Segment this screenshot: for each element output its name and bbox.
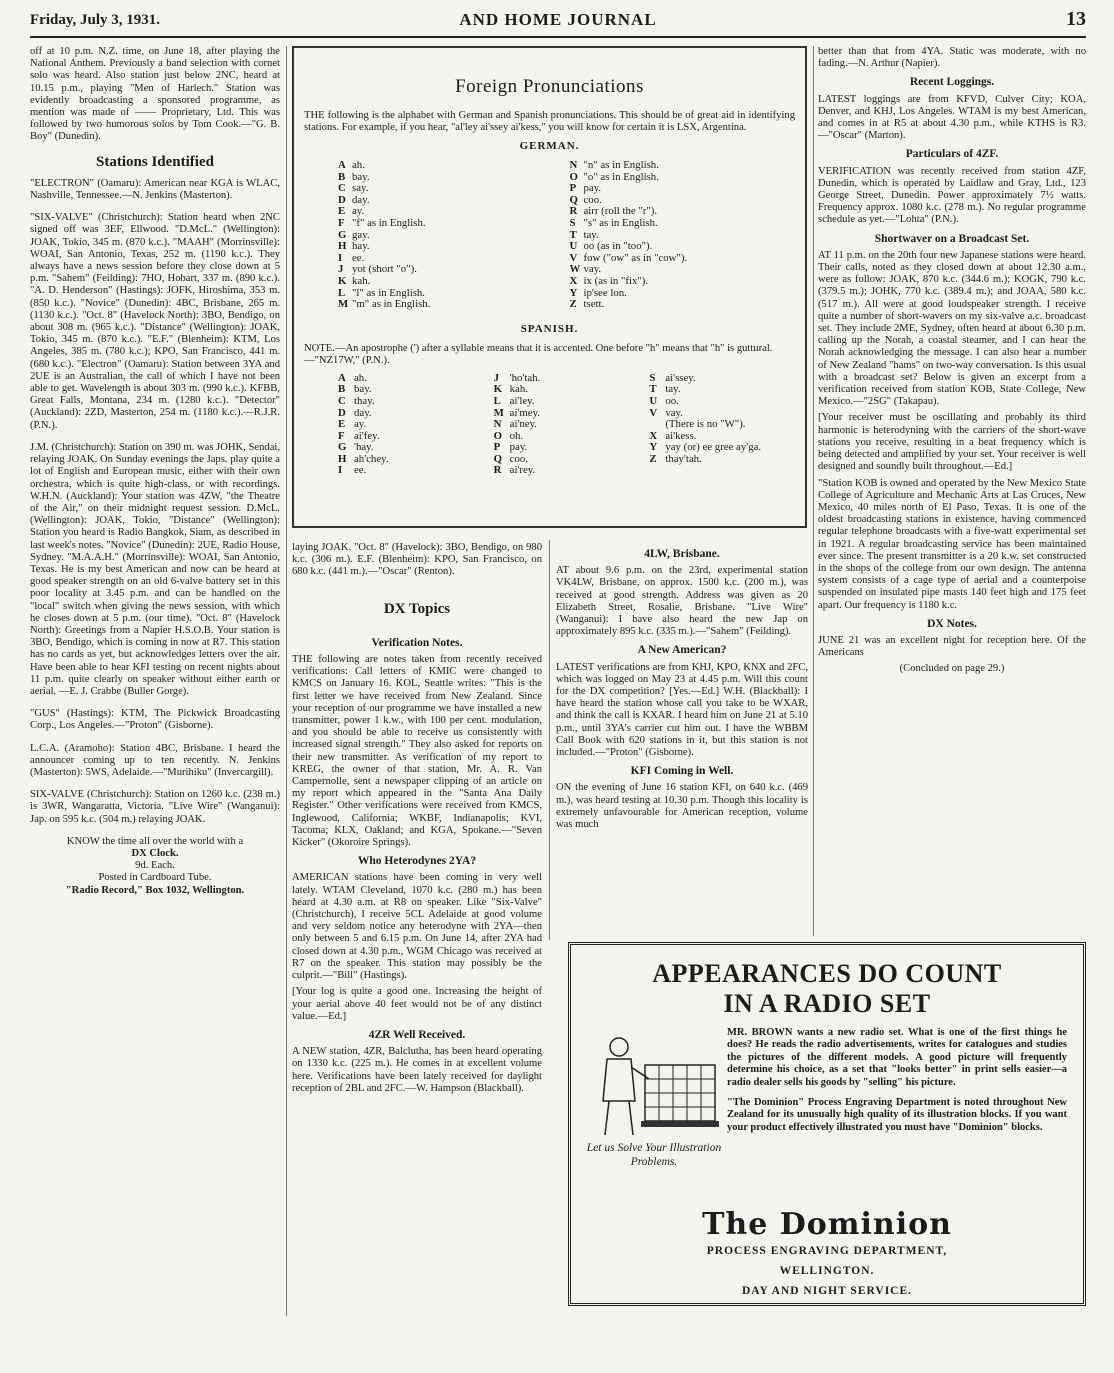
letter: B — [338, 383, 346, 396]
pronunciation: pay. — [509, 441, 528, 454]
german-row — [338, 160, 550, 172]
article-paragraph: ON the evening of June 16 station KFI, on 640 k.c. (469 m.), was heard testing at 10.30 p.m. Though this locality is extremely unfavourable for American reception, volume was much — [556, 782, 808, 831]
letter: T — [569, 228, 577, 241]
section-heading: Stations Identified — [96, 153, 214, 170]
pronunciation: ai'rey. — [509, 464, 536, 477]
spanish-row — [338, 396, 484, 408]
header-date: Friday, July 3, 1931. — [30, 12, 161, 28]
ad-department — [571, 1241, 1083, 1301]
letter: N — [493, 418, 502, 431]
ad-body — [727, 1027, 1067, 1134]
pronunciation: ai'mey. — [509, 406, 540, 419]
letter: H — [338, 452, 347, 465]
article-paragraph: JUNE 21 was an excellent night for reception here. Of the Americans — [818, 634, 1086, 659]
subheading: Who Heterodynes 2YA? — [357, 855, 477, 868]
subheading: A New American? — [637, 644, 727, 657]
letter: A — [338, 159, 346, 171]
pronunciation: vay. — [583, 263, 602, 276]
pronunciation: day. — [352, 193, 370, 206]
letter: K — [338, 274, 347, 287]
letter: R — [493, 464, 502, 477]
letter: E — [338, 418, 346, 431]
pronunciation: ah'chey. — [354, 452, 389, 465]
article-paragraph: better than that from 4YA. Static was moderate, with no fading.—N. Arthur (Napier). — [818, 46, 1086, 70]
letter: Q — [493, 452, 503, 465]
pronunciation: thay. — [354, 394, 375, 407]
article-paragraph: "GUS" (Hastings): KTM, The Pickwick Broadcasting Corp., Los Angeles.—"Proton" (Gisborne). — [30, 708, 280, 732]
pronunciation: kah. — [509, 383, 528, 396]
pronunciation: thay'tah. — [665, 452, 702, 465]
letter: F — [338, 216, 345, 229]
subheading: DX Notes. — [927, 617, 977, 630]
pronunciation: "l" as in English. — [352, 286, 425, 299]
letter: P — [493, 441, 501, 454]
pronunciation: oh. — [509, 429, 524, 442]
letter: U — [569, 240, 578, 253]
german-row — [570, 241, 782, 253]
german-row — [570, 253, 782, 265]
pronunciation: "n" as in English. — [583, 159, 659, 171]
article-paragraph: AT about 9.6 p.m. on the 23rd, experimental station VK4LW, Brisbane, on approx. 1500 k.c. (200 m.), was received at good strength. Address was given as 20 Elizabeth Street, Rosalie, Brisbane. "Live Wire" (Wanganui): I have also heard the new Jap on approximately 895 k.c. (335 m.).—"Sahem" (Feilding). — [556, 565, 808, 638]
article-paragraph: J.M. (Christchurch): Station on 390 m. was JOHK, Sendai, relaying JOAK. On Sunday evenings the Japs. play quite a lot of English and European music, either with their own orchestra, which is quite high-class, or with recordings. W.H.N. (Auckland): Your station was 4ZW, "the Theatre of the Air," on their midnight request session. D.McL. (Wellington): JOAK, Tokio, "Distance" (Wellington): Station you heard is Radio Bangkok, Siam, as described in last week's notes. "Novice" (Dunedin): 2UE, Radio House, Sydney. "M.A.A.H." (Morrinsville): WOAI, San Antonio, Texas. He is my best American and now can be heard at good speaker strength on an old 6-valve battery set in this poor locality at 3.45 p.m. and can be handled on the "local" switch when giving the news session, with which he closes down at 5 p.m. (our time). "Oct. 8" (Havelock North): Greetings from a Napier H.S.O.B. Your station is 3BO, Bendigo, which is coming in now at R7. This station has no cards as yet, but acknowledges letters over the air. Have been able to hear KFI testing on recent nights about 11 p.m. quite clearly on speaker without either earth or aerial. —E. J. Crabbe (Buller Gorge). — [30, 441, 280, 697]
section-heading: DX Topics — [383, 600, 451, 617]
article-paragraph: AT 11 p.m. on the 20th four new Japanese stations were heard. Their calls, noted as they closed down at about 12.30 a.m., were as follow: JOAK, 870 k.c. (344.6 m.); KOGK, 790 k.c. (379.5 m.); JOHK, 770 k.c. (389.4 m.); and JOAA, 580 k.c. (517 m.). All were at good loudspeaker strength. I receive quite a number of short-wavers on my six-valve a.c. broadcast set. They include 2ME, Sydney, often heard at about 6.30 p.m. calling up the Norah, a coastal steamer, and I can hear the Norah acknowledging the message. I can also hear a number of New Zealand "hams" on two-way conversation. Is this usual with a broadcast set? Below is given an excerpt from a verification received from station KOB, State College, New Mexico.—"2SG" (Takapau). — [818, 249, 1086, 408]
pronunciation: day. — [354, 406, 372, 419]
pronunciation: airr (roll the "r"). — [583, 205, 658, 218]
advert-line: DX Clock. — [131, 847, 179, 859]
letter: C — [338, 182, 346, 195]
pronunciation: (There is no "W"). — [665, 418, 746, 431]
advert-line: "Radio Record," Box 1032, Wellington. — [65, 884, 245, 896]
article-paragraph: off at 10 p.m. N.Z. time, on June 18, after playing the National Anthem. Previously a band selection with cornet solo was heard. Also station just below 2NC, heard at 10.15 p.m., playing "Men of Harlech." Station was evidently broadcasting a sponsored programme, as mention was made of —— Proprietary, Ltd. This was followed by two humorous solos by Tom Cook.—"G. B. Boy" (Dunedin). — [30, 46, 280, 143]
german-row — [570, 299, 782, 311]
pronunciation: coo. — [583, 193, 602, 206]
pronunciation: 'ho'tah. — [509, 371, 541, 384]
pronunciation: say. — [352, 182, 369, 195]
spanish-heading: SPANISH. — [520, 322, 579, 335]
pronunciation: fow ("ow" as in "cow"). — [583, 251, 688, 264]
letter: E — [338, 205, 346, 218]
german-row — [338, 172, 550, 184]
column-2 — [292, 542, 542, 1099]
letter: O — [493, 429, 503, 442]
quoted-paragraph: "Station KOB is owned and operated by the New Mexico State College of Agriculture and Mechanic Arts at Las Cruces, New Mexico, 40 miles north of El Paso, Texas. It is one of the oldest broadcasting stations in existence, having commenced regular telephone broadcasts with a five-watt experimental set in 1921. A regular broadcasting service has been maintained ever since. The present transmitter is a 20 k.w. set constructed in the shops of the college from our own design. The antenna system consists of a cage type of aerial and a counterpoise suspended on insulated pipe masts 140 feet high and 175 feet apart. Our frequency is 1180 k.c. — [818, 477, 1086, 611]
spanish-row — [494, 419, 640, 431]
subheading: Recent Loggings. — [909, 76, 995, 89]
letter: L — [493, 394, 501, 407]
letter: G — [338, 441, 347, 454]
pronunciation: pay. — [583, 182, 602, 195]
spanish-column-3 — [649, 373, 795, 477]
column-4 — [818, 46, 1086, 680]
letter: M — [493, 406, 504, 419]
article-paragraph: A NEW station, 4ZR, Balclutha, has been heard operating on 1330 k.c. (225 m.). He comes in at excellent volume here. Verifications have been lately received for daylight reception of 2BL and 2FC.—W. Hampson (Blackball). — [292, 1046, 542, 1094]
pronunciations-box — [292, 46, 807, 528]
german-row — [570, 172, 782, 184]
letter: J — [493, 371, 500, 384]
letter: X — [649, 429, 658, 442]
letter: R — [569, 205, 578, 218]
letter: V — [569, 251, 578, 264]
letter: M — [338, 298, 349, 311]
spanish-row — [649, 454, 795, 466]
pronunciation: ah. — [352, 159, 365, 171]
pronunciation: ai'kess. — [665, 429, 697, 442]
box-title: Foreign Pronunciations — [455, 76, 644, 97]
pronunciation: kah. — [352, 274, 371, 287]
german-row — [338, 183, 550, 195]
pronunciation: oo. — [665, 394, 679, 407]
column-divider — [549, 540, 550, 940]
german-heading: GERMAN. — [519, 140, 580, 152]
spanish-note: NOTE.—An apostrophe (') after a syllable means that it is accented. One before "h" means that "h" is guttural.—"NZ17W," (P.N.). — [304, 342, 773, 366]
letter: X — [569, 274, 578, 287]
pronunciation: "o" as in English. — [583, 170, 659, 183]
dx-clock-advert — [30, 836, 280, 897]
subheading: KFI Coming in Well. — [630, 765, 734, 778]
spanish-column-1 — [338, 373, 484, 477]
letter: D — [338, 193, 346, 206]
letter: H — [338, 240, 347, 253]
pronunciation: hay. — [352, 240, 370, 253]
editor-note: [Your receiver must be oscillating and probably its third harmonic is heterodyning with the carriers of the short-wave stations you receive, resulting in a beat frequency which is being detected and amplified by your set. Your receiver is well designed and soundly built throughout.—Ed.] — [818, 412, 1086, 473]
article-paragraph: AMERICAN stations have been coming in very well lately. WTAM Cleveland, 1070 k.c. (280 m.) has been heard at 4.30 a.m. at R8 on speaker. Like "Six-Valve" (Christchurch), I receive 5CL Adelaide at good volume and very seldom notice any heterodyne with 2YA—then only between 5 and 6.15 p.m. On June 14, after 2YA had closed down at 4.30 p.m., WGM Chicago was received at R7 on the speaker. This station may possibly be the culprit.—"Bill" (Hastings). — [292, 872, 542, 982]
ad-tagline: Let us Solve Your Illustration Problems. — [586, 1142, 722, 1168]
article-paragraph: "ELECTRON" (Oamaru): American near KGA is WLAC, Nashville, Tennessee.—N. Jenkins (Masterton). — [30, 177, 280, 202]
column-divider — [286, 46, 287, 1316]
letter: D — [338, 406, 346, 419]
letter: I — [338, 251, 343, 264]
ad-paragraph: MR. BROWN wants a new radio set. What is one of the first things he does? He reads the radio advertisements, writes for catalogues and studies the pictures of the different models. A good picture will frequently determine his choice, as a set that "looks better" in print sells easier—a radio dealer sells his goods by "selling" his picture. — [727, 1027, 1067, 1088]
subheading: Verification Notes. — [371, 636, 463, 649]
pronunciation: oo (as in "too"). — [583, 240, 653, 253]
pronunciation: tay. — [583, 228, 599, 241]
spanish-row — [338, 465, 484, 477]
pronunciation: ai'fey. — [354, 429, 380, 442]
letter: W — [569, 263, 581, 276]
letter: Z — [649, 452, 657, 465]
letter: F — [338, 429, 345, 442]
pronunciation: coo. — [509, 452, 528, 465]
pronunciation: yot (short "o"). — [352, 263, 417, 276]
column-3 — [556, 542, 808, 835]
ad-dept-line: DAY AND NIGHT SERVICE. — [741, 1285, 913, 1297]
spanish-column-2 — [494, 373, 640, 477]
box-intro: THE following is the alphabet with German and Spanish pronunciations. This should be of great aid in identifying stations. For example, if you hear, "al'ley ai'ssey ai'kess," you will know for certain it is LSX, Argentina. — [304, 110, 795, 133]
letter: Q — [569, 193, 578, 206]
editor-note: [Your log is quite a good one. Increasing the height of your aerial above 40 feet would not be of any distinct value.—Ed.] — [292, 986, 542, 1022]
pronunciation: "m" as in English. — [352, 298, 431, 311]
german-row — [338, 195, 550, 207]
letter: O — [569, 170, 578, 183]
article-paragraph: LATEST loggings are from KFVD, Culver City; KOA, Denver, and KHJ, Los Angeles. WTAM is my best American, and comes in at R5 at about 4.30 p.m., while KTHS is R3.—"Oscar" (Marton). — [818, 93, 1086, 142]
pronunciation: tay. — [665, 383, 681, 396]
pronunciation: "f" as in English. — [352, 216, 426, 229]
german-column-left — [338, 160, 550, 311]
letter: Y — [569, 286, 578, 299]
letter: Z — [569, 298, 577, 311]
ad-headline — [571, 959, 1083, 1019]
header-page-number: 13 — [1066, 8, 1086, 30]
letter: I — [338, 464, 343, 477]
advert-line: 9d. Each. — [135, 860, 175, 872]
spanish-row — [494, 396, 640, 408]
letter: A — [338, 371, 346, 384]
article-paragraph: LATEST verifications are from KHJ, KPO, KNX and 2FC, which was logged on May 23 at 4.45 p.m. Will this count for the DX competition? [Yes.—Ed.] W.H. (Blackball): I have heard the station whose call you take to be WXAR, and think the call is KXAR. I heard him on June 21 at 5.10 p.m., until 3YA's carrier cut him out. I have the WBBM Call Book with 620 stations in it, but this station is not included.—"Proton" (Gisborne). — [556, 661, 808, 759]
column-divider — [813, 46, 814, 936]
ad-headline-line-1: APPEARANCES DO COUNT — [652, 959, 1002, 988]
pronunciation: tsett. — [583, 298, 605, 311]
continuation-note: (Concluded on page 29.) — [899, 663, 1005, 675]
ad-dept-line: WELLINGTON. — [779, 1265, 875, 1277]
article-paragraph: VERIFICATION was recently received from station 4ZF, Dunedin, which is operated by Laidlaw and Gray, Ltd., 123 George Street, Dunedin. Power approximately 7½ watts. Frequency approx. 1080 k.c. (278 m.). No regular programme schedule as yet.—"Lohta" (P.N.). — [818, 165, 1086, 226]
advert-line: Posted in Cardboard Tube. — [98, 872, 212, 884]
ad-headline-line-2: IN A RADIO SET — [723, 989, 931, 1018]
pronunciation: ai'ley. — [509, 394, 535, 407]
letter: N — [569, 159, 578, 171]
pronunciation: 'hay. — [354, 441, 374, 454]
spanish-row — [494, 465, 640, 477]
page-header — [30, 8, 1086, 38]
german-row — [570, 218, 782, 230]
article-paragraph: L.C.A. (Aramoho): Station 4BC, Brisbane. I heard the announcer coming up to ten recently. N. Jenkins (Masterton): 5WS, Adelaide.—"Murihiku" (Invercargill). — [30, 742, 280, 778]
german-row — [338, 276, 550, 288]
pronunciation: ix (as in "fix"). — [583, 274, 649, 287]
pronunciation: ee. — [352, 251, 365, 264]
letter: J — [338, 263, 344, 276]
letter: C — [338, 394, 346, 407]
letter — [649, 419, 665, 431]
engraver-illustration — [585, 1031, 721, 1139]
ad-dept-line: PROCESS ENGRAVING DEPARTMENT, — [706, 1245, 948, 1257]
pronunciation: bay. — [352, 170, 370, 183]
letter: T — [649, 383, 657, 396]
subheading: Shortwaver on a Broadcast Set. — [874, 232, 1030, 245]
subheading: 4LW, Brisbane. — [644, 548, 720, 560]
letter: S — [649, 371, 656, 384]
german-row — [570, 160, 782, 172]
article-paragraph: laying JOAK. "Oct. 8" (Havelock): 3BO, Bendigo, on 980 k.c. (306 m.). E.F. (Blenheim): KPO, San Francisco, on 680 k.c. (441 m.).—"Oscar" (Renton). — [292, 542, 542, 578]
letter: Y — [649, 441, 658, 454]
subheading: 4ZR Well Received. — [368, 1028, 466, 1041]
spanish-row — [649, 396, 795, 408]
ad-brand: The Dominion — [702, 1207, 952, 1242]
dominion-advertisement — [568, 942, 1086, 1306]
article-paragraph: SIX-VALVE (Christchurch): Station on 1260 k.c. (238 m.) is 3WR, Wangaratta, Victoria. "Live Wire" (Wanganui): Jap. on 595 k.c. (504 m.) relaying JOAK. — [30, 789, 280, 825]
letter: P — [569, 182, 577, 195]
pronunciation: ay. — [352, 205, 365, 218]
german-row — [338, 299, 550, 311]
pronunciation: vay. — [665, 406, 683, 419]
german-row — [338, 241, 550, 253]
pronunciation: ee. — [354, 464, 367, 477]
german-row — [570, 276, 782, 288]
column-1 — [30, 46, 280, 897]
spanish-table — [304, 373, 795, 477]
german-table — [304, 160, 795, 311]
article-paragraph: THE following are notes taken from recently received verifications: Call letters of KMIC were changed to KMCS on January 16. KOL, Seattle writes: "This is the first letter we have received from New Zealand. Since your reception of our programme we have installed a new transmitter, power 1 k.w., with 100 per cent. modulation, and you should be able to receive us consistently with increased signal strength." They also asked for reports on their new transmitter. As verification of my report to KREG, the owner of that station, Mr. A. R. Van Campernolle, sent a newspaper clipping of an article on my report which appeared in the "Santa Ana Daily Register." Other verifications were received from KMCS, Inglewood, California; WKBF, Indianapolis; KVI, Tacoma; KLX, Oakland; and KGA, Spokane.—"Seven Kicker" (Okoroire Springs). — [292, 654, 542, 849]
subheading: Particulars of 4ZF. — [905, 148, 999, 161]
german-row — [338, 230, 550, 242]
pronunciation: "s" as in English. — [583, 216, 658, 229]
ad-paragraph: "The Dominion" Process Engraving Department is noted throughout New Zealand for its unusually high quality of its illustration blocks. If you want your product effectively illustrated you must have "Dominion" blocks. — [727, 1097, 1067, 1133]
pronunciation: bay. — [354, 383, 372, 396]
spanish-row — [338, 419, 484, 431]
article-paragraph: "SIX-VALVE" (Christchurch): Station heard when 2NC signed off was 3EF, Ellwood. "D.McL." (Wellington): JOAK, Tokio, 345 m. (870 k.c.). "MAAH" (Morrinsville): WOAI, San Antonio, Texas, 252 m. (1190 k.c.). They always have a news session before they close down at 5 p.m. "Sahem" (Feilding): 7HO, Hobart, 337 m. (890 k.c.). "A. D. Henderson" (Hastings): JOFK, Hiroshima, 353 m. (850 k.c.). "Novice" (Dunedin): 4BC, Brisbane, 265 m. (1130 k.c.). "Oct. 8" (Havelock North): 3BO, Bendigo, on about 308 m. (965 k.c.). "Distance" (Wellington): JOAK, Tokio, 345 m. (870 k.c.). "E.F." (Blenheim): KTM, Los Angeles, 385 m. (780 k.c.); KPO, San Francisco, 441 m. (680 k.c.). "Electron" (Oamaru): Station between 3YA and 2UE is an Australian, the call of which I have not been able to get. Wavelength is about 303 m. (990 k.c.). KFBB, Great Falls, Montana, 234 m. (1280 k.c.). "Detector" (Auckland): 2ZD, Masterton, 254 m. (1180 k.c.).—R.J.R. (P.N.). — [30, 212, 280, 431]
letter: V — [649, 406, 658, 419]
header-title: AND HOME JOURNAL — [459, 10, 657, 29]
letter: S — [569, 216, 576, 229]
letter: U — [649, 394, 658, 407]
advert-line: KNOW the time all over the world with a — [66, 835, 244, 847]
letter: B — [338, 170, 346, 183]
pronunciation: ay. — [354, 418, 367, 431]
letter: G — [338, 228, 347, 241]
pronunciation: yay (or) ee gree ay'ga. — [665, 441, 762, 454]
german-column-right — [570, 160, 782, 311]
pronunciation: ah. — [354, 371, 367, 384]
letter: K — [493, 383, 503, 396]
pronunciation: ai'ney. — [509, 418, 537, 431]
pronunciation: ip'see lon. — [583, 286, 627, 299]
letter: L — [338, 286, 346, 299]
spanish-row — [649, 419, 795, 431]
german-row — [338, 218, 550, 230]
pronunciation: ai'ssey. — [665, 371, 696, 384]
pronunciation: gay. — [352, 228, 370, 241]
